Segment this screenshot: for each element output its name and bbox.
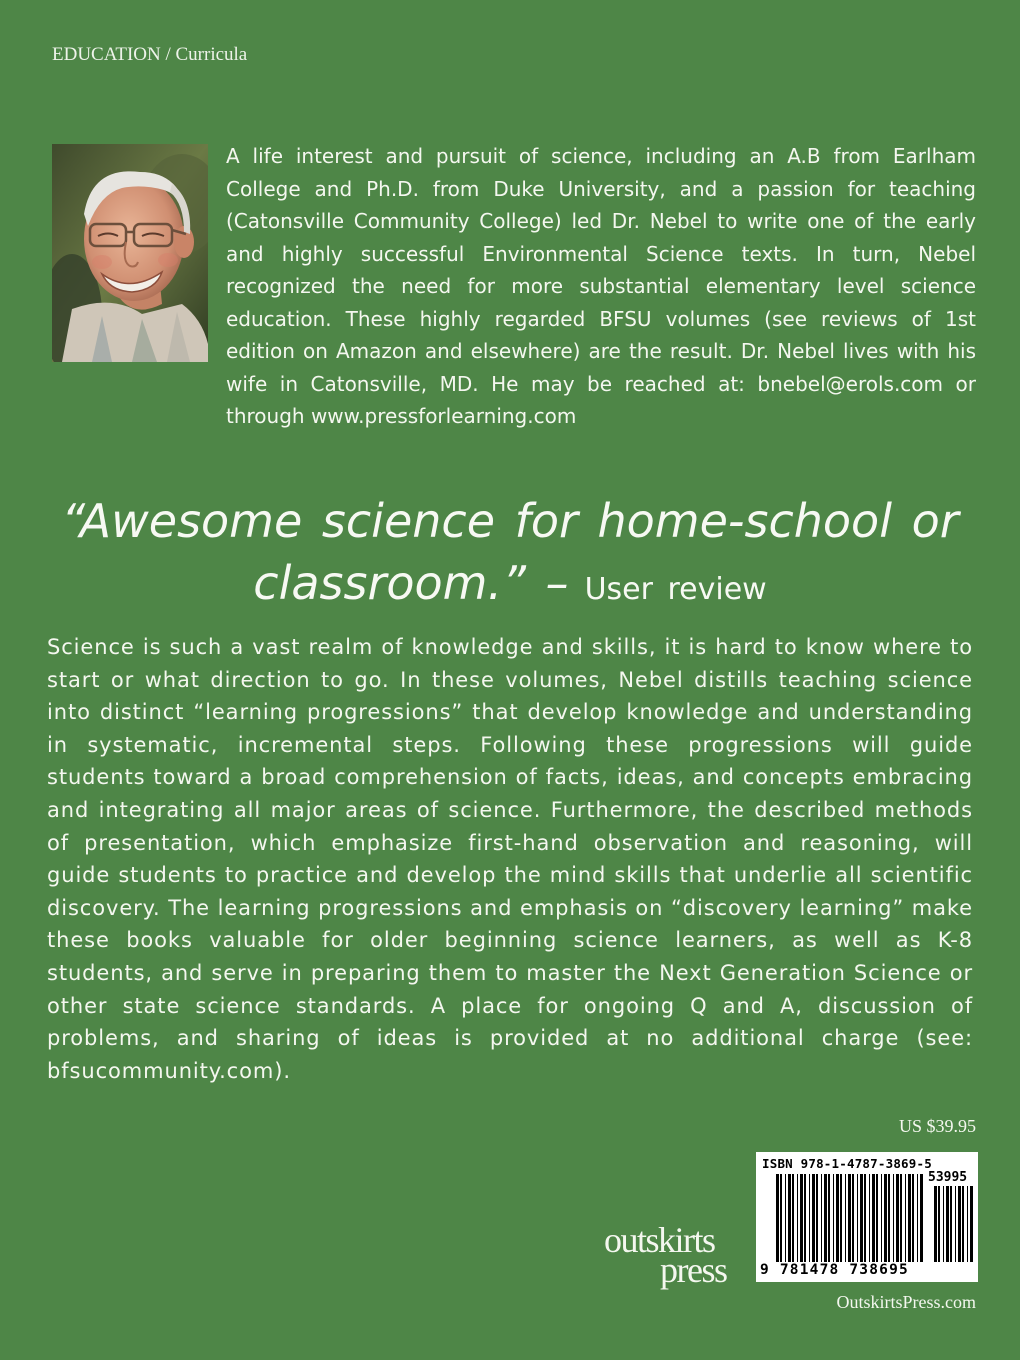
barcode-bar xyxy=(970,1186,973,1262)
barcode-bar xyxy=(876,1174,878,1262)
barcode-bar xyxy=(824,1174,827,1262)
barcode-bar xyxy=(955,1186,956,1262)
barcode-bar xyxy=(920,1174,923,1262)
barcode-bar xyxy=(780,1174,782,1262)
barcode-bar xyxy=(797,1174,798,1262)
barcode-addon-number: 53995 xyxy=(928,1170,968,1185)
barcode-bar xyxy=(967,1186,968,1262)
author-photo xyxy=(52,144,208,362)
quote-source: User review xyxy=(584,572,767,607)
quote-line-1: “Awesome science for home-school or xyxy=(61,494,959,548)
barcode-bar xyxy=(845,1174,846,1262)
price-label: US $39.95 xyxy=(898,1116,976,1136)
author-bio: A life interest and pursuit of science, including an A.B from Earlham College and Ph.D. from Duke University, and a passion for teaching (Catonsville Community College) led Dr. Nebel to write one of the early and highly successful Environmental Science texts. In turn, Nebel recognized the need for more substantial elementary level science education. These highly regarded BFSU volumes (see reviews of 1st edition on Amazon and elsewhere) are the result. Dr. Nebel lives with his wife in Catonsville, MD. He may be reached at: bnebel@erols.com or through www.pressforlearning.com xyxy=(226,144,976,428)
publisher-logo-bottom: press xyxy=(660,1250,727,1290)
barcode-bar xyxy=(893,1174,894,1262)
barcode-bar xyxy=(908,1174,911,1262)
barcode-bar xyxy=(812,1174,815,1262)
barcode-bars xyxy=(776,1174,926,1262)
barcode-addon-bars xyxy=(934,1186,974,1262)
barcode-bar xyxy=(821,1174,822,1262)
barcode-bar xyxy=(833,1174,834,1262)
isbn-barcode xyxy=(756,1152,978,1282)
barcode-bar xyxy=(836,1174,839,1262)
barcode-bar xyxy=(788,1174,791,1262)
review-quote xyxy=(30,490,990,621)
barcode-bar xyxy=(848,1174,851,1262)
barcode-bar xyxy=(946,1186,949,1262)
barcode-bar xyxy=(840,1174,842,1262)
barcode-bar xyxy=(776,1174,779,1262)
quote-line-2 xyxy=(30,552,990,621)
barcode-bar xyxy=(785,1174,786,1262)
barcode-bar xyxy=(958,1186,961,1262)
barcode-bar xyxy=(888,1174,890,1262)
barcode-bar xyxy=(934,1186,937,1262)
isbn-label: ISBN 978-1-4787-3869-5 xyxy=(762,1156,932,1171)
publisher-logo xyxy=(604,1220,754,1300)
barcode-bar xyxy=(864,1174,866,1262)
publisher-url: OutskirtsPress.com xyxy=(836,1292,976,1312)
barcode-bar xyxy=(828,1174,830,1262)
barcode-bar xyxy=(962,1186,964,1262)
barcode-bar xyxy=(857,1174,858,1262)
barcode-bar xyxy=(943,1186,944,1262)
barcode-bar xyxy=(792,1174,794,1262)
barcode-bar xyxy=(938,1186,940,1262)
barcode-bar xyxy=(881,1174,882,1262)
barcode-bar xyxy=(816,1174,818,1262)
barcode-bar xyxy=(917,1174,918,1262)
barcode-bar xyxy=(852,1174,854,1262)
barcode-bar xyxy=(884,1174,887,1262)
barcode-bar xyxy=(912,1174,914,1262)
barcode-digits: 9 781478 738695 xyxy=(760,1262,909,1278)
category-label: EDUCATION / Curricula xyxy=(52,44,248,65)
barcode-bar xyxy=(896,1174,899,1262)
barcode-bar xyxy=(809,1174,810,1262)
barcode-bar xyxy=(900,1174,902,1262)
barcode-bar xyxy=(869,1174,870,1262)
barcode-bar xyxy=(800,1174,803,1262)
quote-line-2-text: classroom.” – xyxy=(253,556,569,610)
barcode-bar xyxy=(804,1174,806,1262)
barcode-bar xyxy=(872,1174,875,1262)
barcode-bar xyxy=(860,1174,863,1262)
barcode-bar xyxy=(950,1186,952,1262)
book-description: Science is such a vast realm of knowledge and skills, it is hard to know where to start or what direction to go. In these volumes, Nebel distills teaching science into distinct “learning progressions” that develop knowledge and understanding in systematic, incremental steps. Following these progressions will guide students toward a broad comprehension of facts, ideas, and concepts embracing and integrating all major areas of science. Furthermore, the described methods of presentation, which emphasize first-hand observation and reasoning, will guide students to practice and develop the mind skills that underlie all scientific discovery. The learning progressions and emphasis on “discovery learning” make these books valuable for older beginning science learners, as well as K-8 students, and serve in preparing them to master the Next Generation Science or other state science standards. A place for ongoing Q and A, discussion of problems, and sharing of ideas is provided at no additional charge (see: bfsucommunity.com). xyxy=(47,635,973,1083)
barcode-bar xyxy=(905,1174,906,1262)
publisher-logo-top: outskirts xyxy=(604,1220,715,1260)
